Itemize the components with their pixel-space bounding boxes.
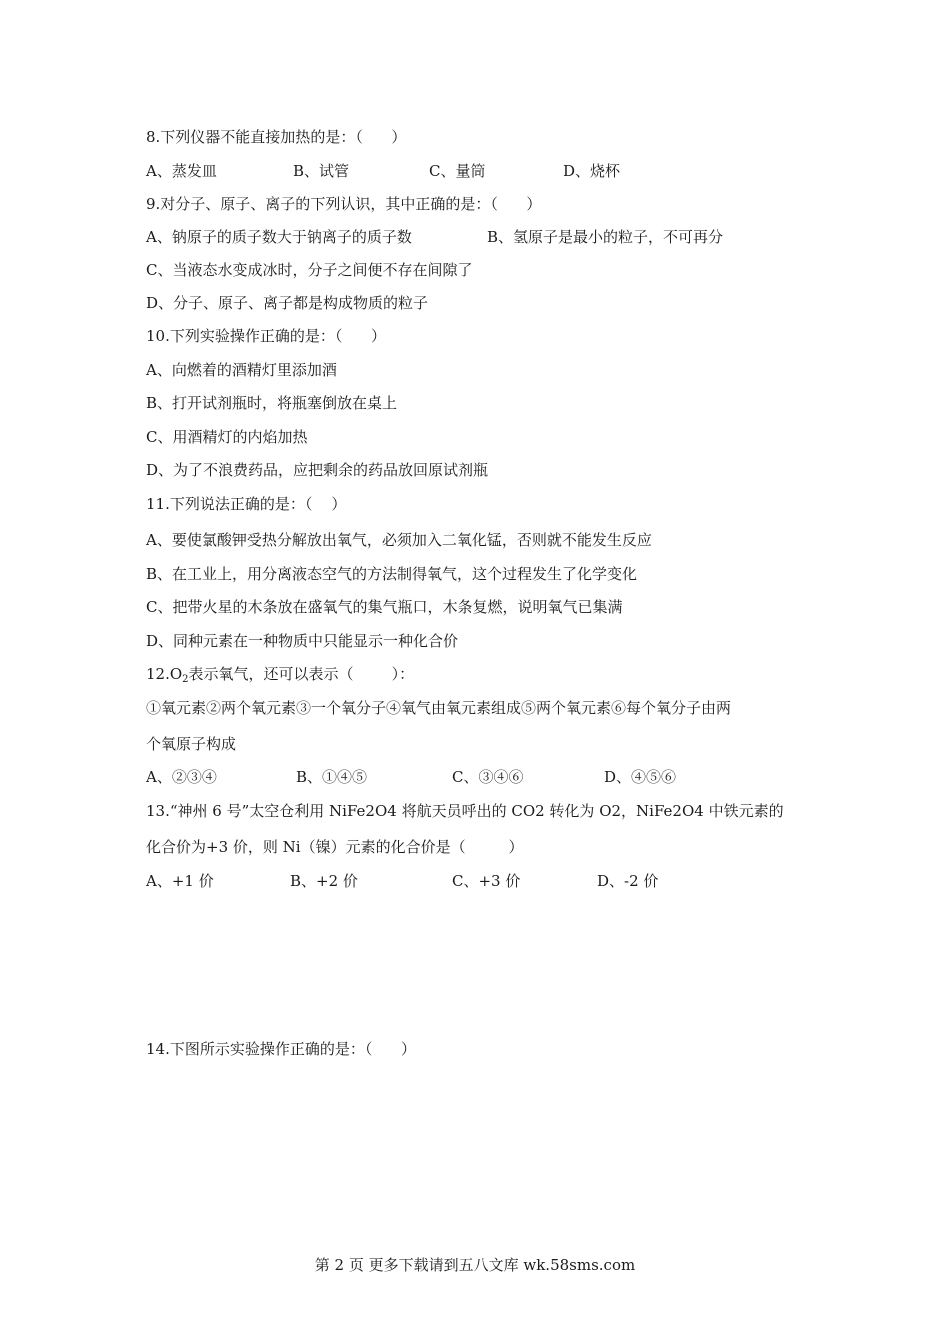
q12-stem-subscript: 2 <box>182 674 189 685</box>
q10-option-d: D、为了不浪费药品，应把剩余的药品放回原试剂瓶 <box>146 461 489 479</box>
q13-option-d: D、-2 价 <box>597 872 659 890</box>
q12-option-c: C、③④⑥ <box>452 768 524 786</box>
q12-option-b: B、①④⑤ <box>296 768 368 786</box>
q12-stem <box>146 664 414 690</box>
q10-option-b: B、打开试剂瓶时，将瓶塞倒放在桌上 <box>146 394 398 412</box>
q8-option-b: B、试管 <box>293 162 350 180</box>
q9-option-b: B、氢原子是最小的粒子，不可再分 <box>487 228 724 246</box>
q12-option-d: D、④⑤⑥ <box>604 768 677 786</box>
q13-stem-line-2: 化合价为+3 价，则 Ni（镍）元素的化合价是（ ） <box>146 838 524 856</box>
q9-option-c: C、当液态水变成冰时，分子之间便不存在间隙了 <box>146 261 473 279</box>
q12-statement-line-1: ①氧元素②两个氧元素③一个氧分子④氧气由氧元素组成⑤两个氧元素⑥每个氧分子由两 <box>146 699 732 717</box>
q10-stem: 10.下列实验操作正确的是：（ ） <box>146 327 386 345</box>
q12-statement-line-2: 个氧原子构成 <box>146 735 237 753</box>
q8-option-a: A、蒸发皿 <box>146 162 217 180</box>
q8-stem: 8.下列仪器不能直接加热的是：（ ） <box>146 128 407 146</box>
q11-stem: 11.下列说法正确的是：（ ） <box>146 495 347 513</box>
q11-option-c: C、把带火星的木条放在盛氧气的集气瓶口，木条复燃，说明氧气已集满 <box>146 598 623 616</box>
q9-option-d: D、分子、原子、离子都是构成物质的粒子 <box>146 294 429 312</box>
q12-stem-prefix: 12.O <box>146 665 183 683</box>
q9-stem: 9.对分子、原子、离子的下列认识，其中正确的是：（ ） <box>146 195 542 213</box>
q13-stem-line-1: 13.“神州 6 号”太空仓利用 NiFe2O4 将航天员呼出的 CO2 转化为 O2，NiFe2O4 中铁元素的 <box>146 802 784 820</box>
page-footer: 第 2 页 更多下载请到五八文库 wk.58sms.com <box>314 1256 636 1274</box>
q13-option-b: B、+2 价 <box>290 872 358 890</box>
q12-stem-suffix: 表示氧气，还可以表示（ ）： <box>188 665 415 683</box>
q13-option-c: C、+3 价 <box>452 872 521 890</box>
q8-option-c: C、量筒 <box>429 162 486 180</box>
q10-option-c: C、用酒精灯的内焰加热 <box>146 428 308 446</box>
q9-option-a: A、钠原子的质子数大于钠离子的质子数 <box>146 228 412 246</box>
q11-option-d: D、同种元素在一种物质中只能显示一种化合价 <box>146 632 459 650</box>
q12-option-a: A、②③④ <box>146 768 217 786</box>
q13-option-a: A、+1 价 <box>146 872 214 890</box>
q8-option-d: D、烧杯 <box>563 162 621 180</box>
q10-option-a: A、向燃着的酒精灯里添加酒 <box>146 361 337 379</box>
q14-stem: 14.下图所示实验操作正确的是：（ ） <box>146 1040 416 1058</box>
q11-option-a: A、要使氯酸钾受热分解放出氧气，必须加入二氧化锰，否则就不能发生反应 <box>146 531 652 549</box>
q11-option-b: B、在工业上，用分离液态空气的方法制得氧气，这个过程发生了化学变化 <box>146 565 638 583</box>
